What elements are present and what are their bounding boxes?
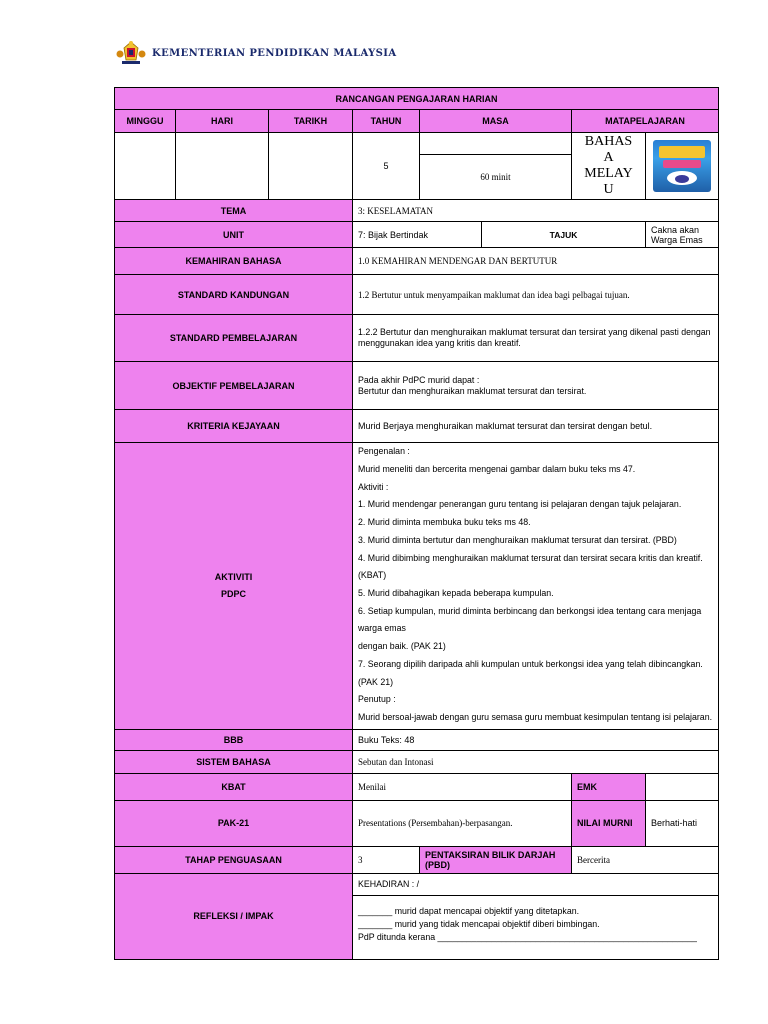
header-tahun: TAHUN bbox=[353, 110, 420, 133]
aktiviti-line: 5. Murid dibahagikan kepada beberapa kumpulan. bbox=[358, 588, 554, 598]
kemahiran-value: 1.0 KEMAHIRAN MENDENGAR DAN BERTUTUR bbox=[353, 248, 719, 275]
objektif-line: Bertutur dan menghuraikan maklumat tersurat dan tersirat. bbox=[358, 385, 587, 396]
tema-value: 3: KESELAMATAN bbox=[353, 200, 719, 222]
sp-cell bbox=[353, 315, 719, 362]
aktiviti-line: 7. Seorang dipilih daripada ahli kumpulan untuk berkongsi idea yang telah dibincangkan. (PAK 21) bbox=[358, 658, 703, 687]
tajuk-label: TAJUK bbox=[482, 222, 646, 248]
kriteria-label: KRITERIA KEJAYAAN bbox=[115, 410, 353, 443]
masa-empty-cell bbox=[420, 133, 572, 155]
aktiviti-line: Murid meneliti dan bercerita mengenai gambar dalam buku teks ms 47. bbox=[358, 464, 636, 475]
lesson-plan-table bbox=[114, 87, 719, 960]
header-hari: HARI bbox=[176, 110, 269, 133]
nilai-label: NILAI MURNI bbox=[572, 800, 646, 846]
textbook-cover-image bbox=[653, 140, 711, 192]
sk-value: 1.2 Bertutur untuk menyampaikan maklumat dan idea bagi pelbagai tujuan. bbox=[353, 275, 719, 315]
table-title: RANCANGAN PENGAJARAN HARIAN bbox=[115, 88, 719, 110]
refleksi-line: _______ murid yang tidak mencapai objektif diberi bimbingan. bbox=[358, 918, 600, 929]
header-matapelajaran: MATAPELAJARAN bbox=[572, 110, 719, 133]
kehadiran-value: KEHADIRAN : / bbox=[353, 873, 719, 895]
tema-label: TEMA bbox=[115, 200, 353, 222]
kemahiran-label: KEMAHIRAN BAHASA bbox=[115, 248, 353, 275]
header-masa: MASA bbox=[420, 110, 572, 133]
refleksi-cell bbox=[353, 895, 719, 959]
subject-cell bbox=[572, 133, 646, 200]
malaysia-crest-icon bbox=[116, 40, 146, 66]
refleksi-line: _______ murid dapat mencapai objektif yang ditetapkan. bbox=[358, 905, 580, 916]
refleksi-line: PdP ditunda kerana _____________________________________________________ bbox=[358, 931, 697, 942]
objektif-label: OBJEKTIF PEMBELAJARAN bbox=[115, 362, 353, 410]
bbb-value: Buku Teks: 48 bbox=[353, 729, 719, 750]
tahap-value: 3 bbox=[353, 846, 420, 873]
textbook-cover-cell bbox=[646, 133, 719, 200]
subject-value: BAHAS A MELAY U bbox=[584, 134, 633, 198]
aktiviti-line: 1. Murid mendengar penerangan guru tentang isi pelajaran dengan tajuk pelajaran. bbox=[358, 499, 682, 510]
aktiviti-line: 3. Murid diminta bertutur dan menghuraikan maklumat tersurat dan tersirat. (PBD) bbox=[358, 534, 677, 545]
kbat-value: Menilai bbox=[353, 773, 572, 800]
aktiviti-cell bbox=[353, 443, 719, 729]
sistem-value: Sebutan dan Intonasi bbox=[353, 750, 719, 773]
sk-label: STANDARD KANDUNGAN bbox=[115, 275, 353, 315]
sistem-label: SISTEM BAHASA bbox=[115, 750, 353, 773]
minggu-value bbox=[115, 133, 176, 200]
aktiviti-line: Murid bersoal-jawab dengan guru semasa guru membuat kesimpulan tentang isi pelajaran. bbox=[358, 711, 713, 722]
pbd-label: PENTAKSIRAN BILIK DARJAH (PBD) bbox=[420, 846, 572, 873]
pbd-value: Bercerita bbox=[572, 846, 719, 873]
unit-label: UNIT bbox=[115, 222, 353, 248]
kbat-label: KBAT bbox=[115, 773, 353, 800]
masa-value: 60 minit bbox=[420, 155, 572, 200]
aktiviti-label-cell bbox=[115, 443, 353, 729]
pak21-value: Presentations (Persembahan)-berpasangan. bbox=[353, 800, 572, 846]
hari-value bbox=[176, 133, 269, 200]
objektif-cell bbox=[353, 362, 719, 410]
aktiviti-line: Penutup : bbox=[358, 694, 396, 705]
objektif-line: Pada akhir PdPC murid dapat : bbox=[358, 374, 480, 385]
nilai-value: Berhati-hati bbox=[646, 800, 719, 846]
aktiviti-line: 4. Murid dibimbing menghuraikan maklumat tersurat dan tersirat secara kritis dan kreatif. (KBAT) bbox=[358, 552, 703, 581]
header-tarikh: TARIKH bbox=[269, 110, 353, 133]
aktiviti-line: Aktiviti : bbox=[358, 481, 389, 492]
emk-value bbox=[646, 773, 719, 800]
page-header bbox=[116, 40, 397, 66]
bbb-label: BBB bbox=[115, 729, 353, 750]
header-minggu: MINGGU bbox=[115, 110, 176, 133]
ministry-name: KEMENTERIAN PENDIDIKAN MALAYSIA bbox=[152, 47, 397, 59]
aktiviti-line: 2. Murid diminta membuka buku teks ms 48. bbox=[358, 517, 531, 528]
aktiviti-label: AKTIVITI bbox=[214, 572, 253, 582]
tajuk-value: Cakna akan Warga Emas bbox=[646, 222, 719, 248]
tahun-value: 5 bbox=[353, 133, 420, 200]
pdpc-label: PDPC bbox=[220, 589, 246, 599]
tahap-label: TAHAP PENGUASAAN bbox=[115, 846, 353, 873]
aktiviti-line: dengan baik. (PAK 21) bbox=[358, 641, 446, 652]
emk-label: EMK bbox=[572, 773, 646, 800]
aktiviti-line: Pengenalan : bbox=[358, 446, 410, 457]
tarikh-value bbox=[269, 133, 353, 200]
unit-value: 7: Bijak Bertindak bbox=[353, 222, 482, 248]
aktiviti-line: 6. Setiap kumpulan, murid diminta berbincang dan berkongsi idea tentang cara menjaga warga emas bbox=[358, 605, 702, 634]
pak21-label: PAK-21 bbox=[115, 800, 353, 846]
kriteria-value: Murid Berjaya menghuraikan maklumat tersurat dan tersirat dengan betul. bbox=[353, 410, 719, 443]
sp-value: 1.2.2 Bertutur dan menghuraikan maklumat tersurat dan tersirat yang dikenal pasti dengan menggunakan idea yang kritis dan kreatif. bbox=[358, 327, 711, 349]
sp-label: STANDARD PEMBELAJARAN bbox=[115, 315, 353, 362]
refleksi-label: REFLEKSI / IMPAK bbox=[115, 873, 353, 959]
